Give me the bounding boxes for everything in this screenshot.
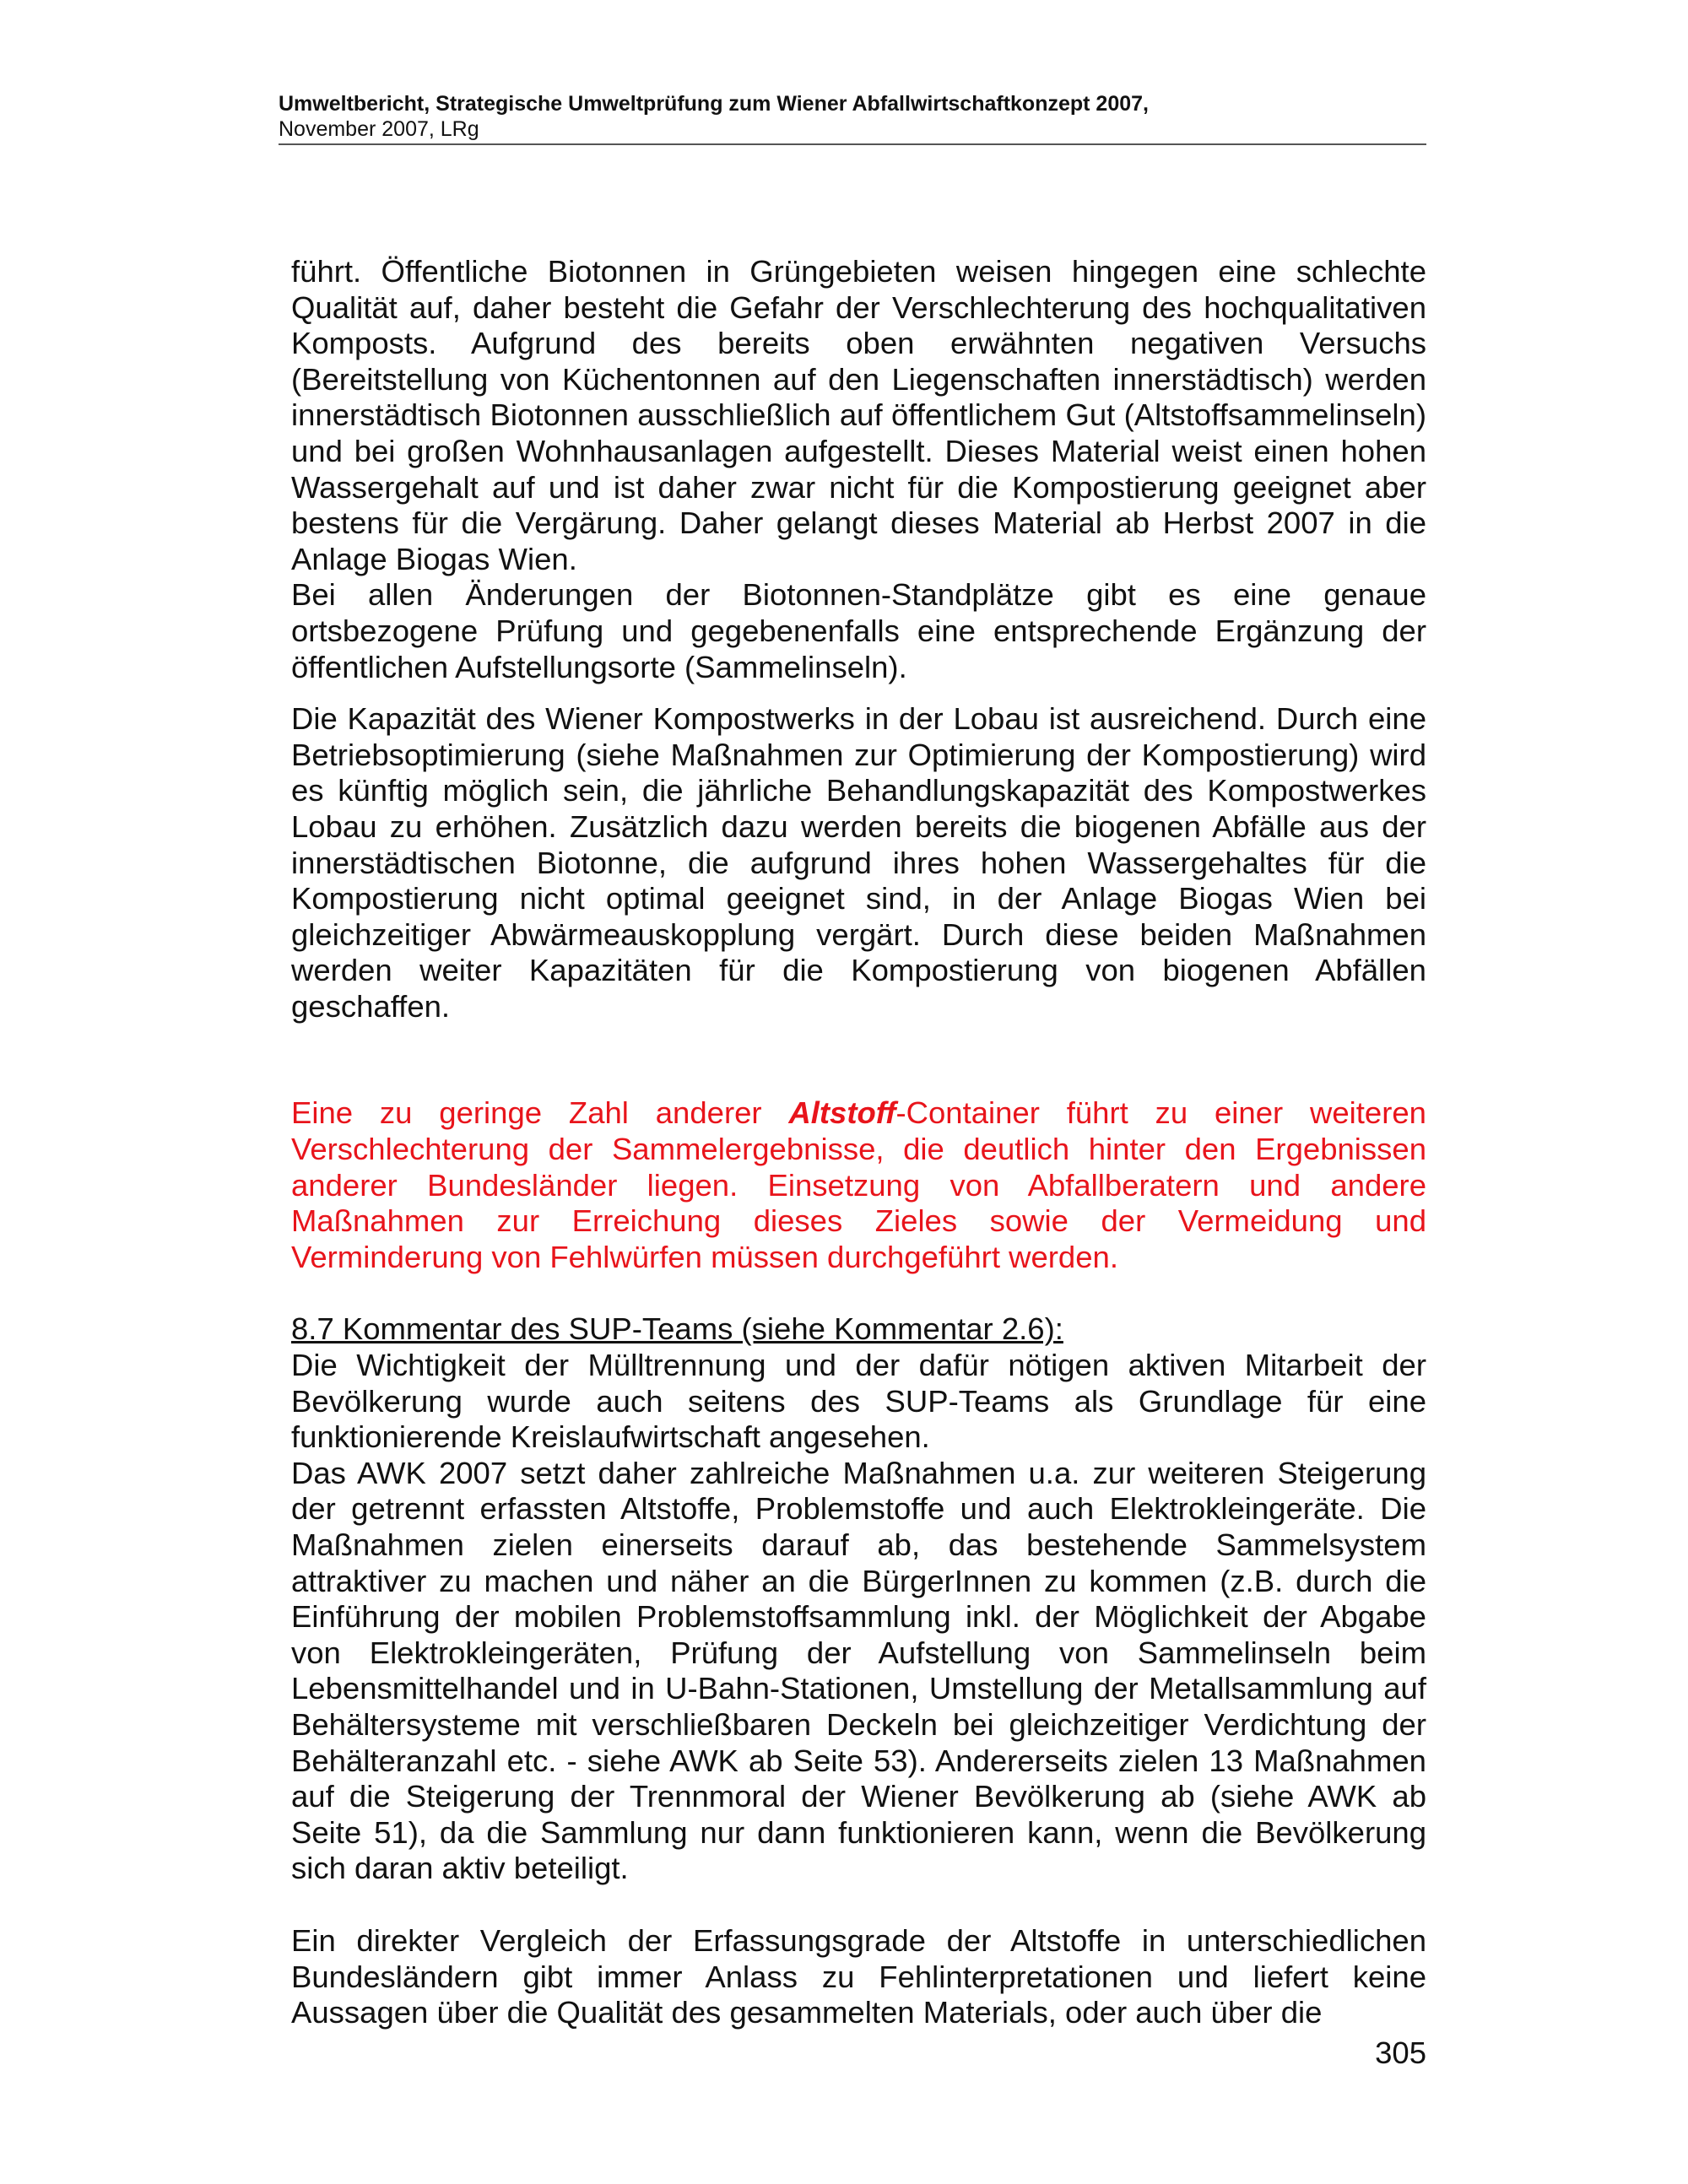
paragraph-kompostwerk: Die Kapazität des Wiener Kompostwerks in der Lobau ist ausreichend. Durch eine Betriebsoptimierung (siehe Maßnahmen zur Optimierung der Kompostierung) wird es künftig möglich sein, die jährliche Behandlungskapazität des Kompostwerkes Lobau zu erhöhen. Zusätzlich dazu werden bereits die biogenen Abfälle aus der innerstädtischen Biotonne, die aufgrund ihres hohen Wassergehaltes für die Kompostierung nicht optimal geeignet sind, in der Anlage Biogas Wien bei gleichzeitiger Abwärmeauskopplung vergärt. Durch diese beiden Maßnahmen werden weiter Kapazitäten für die Kompostierung von biogenen Abfällen geschaffen. [291,701,1426,1024]
page-number: 305 [1375,2035,1426,2070]
paragraph-muelltrennung: Die Wichtigkeit der Mülltrennung und der dafür nötigen aktiven Mitarbeit der Bevölkerung wurde auch seitens des SUP-Teams als Grundlage für eine funktionierende Kreislaufwirtschaft angesehen. [291,1348,1426,1455]
section-heading: 8.7 Kommentar des SUP-Teams (siehe Kommentar 2.6): [291,1311,1063,1347]
red-comment-rest: -Container führt zu einer weiteren Verschlechterung der Sammelergebnisse, die deutlich hinter den Ergebnissen anderer Bundesländer liegen. Einsetzung von Abfallberatern und andere Maßnahmen zur Erreichung dieses Zieles sowie der Vermeidung und Verminderung von Fehlwürfen müssen durchgeführt werden. [291,1095,1426,1274]
document-body [291,254,1426,2031]
header-title: Umweltbericht, Strategische Umweltprüfung zum Wiener Abfallwirtschaftkonzept 2007, [279,92,1149,116]
paragraph-red-comment [291,1095,1426,1275]
paragraph-standplaetze: Bei allen Änderungen der Biotonnen-Standplätze gibt es eine genaue ortsbezogene Prüfung und gegebenenfalls eine entsprechende Ergänzung der öffentlichen Aufstellungsorte (Sammelinseln). [291,577,1426,684]
paragraph-biotonnen: führt. Öffentliche Biotonnen in Grüngebieten weisen hingegen eine schlechte Qualität auf, daher besteht die Gefahr der Verschlechterung des hochqualitativen Komposts. Aufgrund des bereits oben erwähnten negativen Versuchs (Bereitstellung von Küchentonnen auf den Liegenschaften innerstädtisch) werden innerstädtisch Biotonnen ausschließlich auf öffentlichem Gut (Altstoffsammelinseln) und bei großen Wohnhausanlagen aufgestellt. Dieses Material weist einen hohen Wassergehalt auf und ist daher zwar nicht für die Kompostierung geeignet aber bestens für die Vergärung. Daher gelangt dieses Material ab Herbst 2007 in die Anlage Biogas Wien. [291,254,1426,576]
red-comment-start: Eine zu geringe Zahl anderer [291,1095,789,1131]
page-header [279,91,1426,145]
paragraph-awk-massnahmen: Das AWK 2007 setzt daher zahlreiche Maßnahmen u.a. zur weiteren Steigerung der getrennt erfassten Altstoffe, Problemstoffe und auch Elektrokleingeräte. Die Maßnahmen zielen einerseits darauf ab, das bestehende Sammelsystem attraktiver zu machen und näher an die BürgerInnen zu kommen (z.B. durch die Einführung der mobilen Problemstoffsammlung inkl. der Möglichkeit der Abgabe von Elektrokleingeräten, Prüfung der Aufstellung von Sammelinseln beim Lebensmittelhandel und in U-Bahn-Stationen, Umstellung der Metallsammlung auf Behältersysteme mit verschließbaren Deckeln bei gleichzeitiger Verdichtung der Behälteranzahl etc. - siehe AWK ab Seite 53). Andererseits zielen 13 Maßnahmen auf die Steigerung der Trennmoral der Wiener Bevölkerung ab (siehe AWK ab Seite 51), da die Sammlung nur dann funktionieren kann, wenn die Bevölkerung sich daran aktiv beteiligt. [291,1455,1426,1886]
paragraph-vergleich: Ein direkter Vergleich der Erfassungsgrade der Altstoffe in unterschiedlichen Bundesländern gibt immer Anlass zu Fehlinterpretationen und liefert keine Aussagen über die Qualität des gesammelten Materials, oder auch über die [291,1922,1426,2030]
red-comment-emphasis: Altstoff [788,1095,896,1131]
header-subtitle: November 2007, LRg [279,117,479,141]
